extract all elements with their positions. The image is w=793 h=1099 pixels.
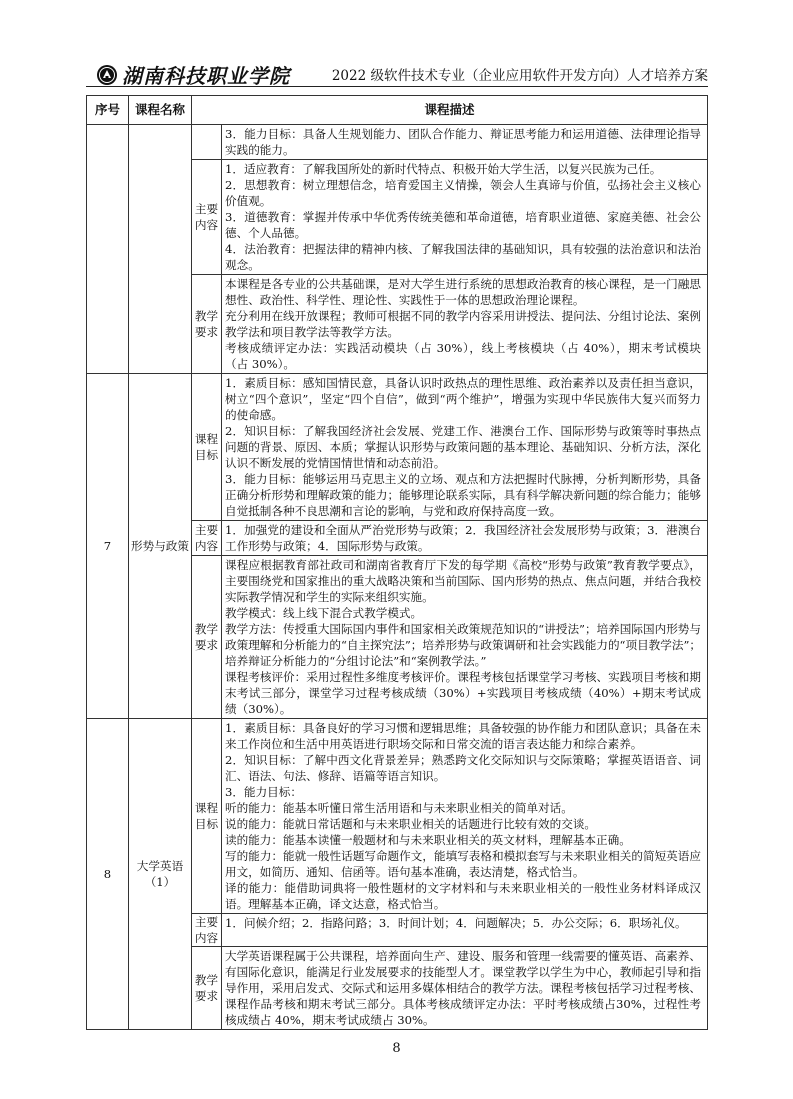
page-number: 8 — [392, 1041, 401, 1056]
section-content — [222, 275, 708, 374]
content-line: 3．道德教育：掌握并传承中华优秀传统美德和革命道德，培育职业道德、家庭美德、社会公德、个人品德。 — [225, 210, 701, 240]
section-content — [222, 719, 708, 914]
course-name — [129, 125, 192, 374]
header-course-description: 课程描述 — [192, 96, 708, 125]
section-label: 主要内容 — [192, 160, 222, 275]
course-table — [86, 95, 708, 1030]
section-label: 教学要求 — [192, 275, 222, 374]
content-line: 1．适应教育：了解我国所处的新时代特点、积极开始大学生活，以复兴民族为己任。 — [225, 162, 662, 176]
content-line: 本课程是各专业的公共基础课，是对大学生进行系统的思想政治教育的核心课程，是一门融思想性、政治性、科学性、理论性、实践性于一体的思想政治理论课程。 — [225, 277, 701, 307]
content-line: 课程考核评价：采用过程性多维度考核评价。课程考核包括课堂学习考核、实践项目考核和期末考试三部分，课堂学习过程考核成绩（30%）+实践项目考核成绩（40%）+期末考试成绩（30%）。 — [225, 670, 701, 716]
content-line: 说的能力：能就日常话题和与未来职业相关的话题进行比较有效的交谈。 — [225, 817, 597, 831]
content-line: 充分利用在线开放课程；教师可根据不同的教学内容采用讲授法、提问法、分组讨论法、案例教学法和项目教学法等教学方法。 — [225, 309, 701, 339]
section-label: 课程目标 — [192, 374, 222, 521]
course-name: 大学英语（1） — [129, 719, 192, 1030]
table-row — [87, 125, 708, 160]
table-row — [87, 374, 708, 521]
table-row — [87, 719, 708, 914]
content-line: 教学模式：线上线下混合式教学模式。 — [225, 606, 423, 620]
content-line: 3．能力目标：具备人生规划能力、团队合作能力、辩证思考能力和运用道德、法律理论指导实践的能力。 — [225, 127, 701, 157]
header-number: 序号 — [87, 96, 129, 125]
header-divider — [86, 86, 708, 87]
section-label — [192, 125, 222, 160]
school-name-calligraphy: 湖南科技职业学院 — [122, 64, 290, 88]
content-line: 3．能力目标：能够运用马克思主义的立场、观点和方法把握时代脉搏，分析判断形势，具备正确分析形势和理解政策的能力；能够理论联系实际，具有科学解决新问题的综合能力；能够自觉抵制各种不良思潮和言论的影响，与党和政府保持高度一致。 — [225, 472, 701, 518]
content-line: 教学方法：传授重大国际国内事件和国家相关政策规范知识的“讲授法”；培养国际国内形势与政策理解和分析能力的“自主探究法”；培养形势与政策调研和社会实践能力的“项目教学法”；培养辩证分析能力的“分组讨论法”和“案例教学法。” — [225, 622, 701, 668]
content-line: 3．能力目标： — [225, 785, 302, 799]
content-line: 读的能力：能基本读懂一般题材和与未来职业相关的英文材料，理解基本正确。 — [225, 833, 631, 847]
content-line: 1．加强党的建设和全面从严治党形势与政策；2．我国经济社会发展形势与政策；3．港澳台工作形势与政策；4．国际形势与政策。 — [225, 523, 701, 553]
content-line: 2．知识目标：了解我国经济社会发展、党建工作、港澳台工作、国际形势与政策等时事热点问题的背景、原因、本质；掌握认识形势与政策问题的基本理论、基础知识、分析方法，深化认识不断发展的党情国情世情和动态前沿。 — [225, 424, 701, 470]
content-line: 课程应根据教育部社政司和湖南省教育厅下发的每学期《高校“形势与政策”教育教学要点》，主要围绕党和国家推出的重大战略决策和当前国际、国内形势的热点、焦点问题，并结合我校实际教学情况和学生的实际来组织实施。 — [225, 558, 701, 604]
content-line: 2．知识目标：了解中西文化背景差异；熟悉跨文化交际知识与交际策略；掌握英语语音、词汇、语法、句法、修辞、语篇等语言知识。 — [225, 753, 701, 783]
content-line: 1．素质目标：具备良好的学习习惯和逻辑思维；具备较强的协作能力和团队意识；具备在未来工作岗位和生活中用英语进行职场交际和日常交流的语言表达能力和综合素养。 — [225, 721, 701, 751]
section-content — [222, 947, 708, 1030]
section-content — [222, 914, 708, 947]
content-line: 译的能力：能借助词典将一般性题材的文字材料和与未来职业相关的一般性业务材料译成汉语。理解基本正确，译文达意，格式恰当。 — [225, 881, 701, 911]
section-label: 教学要求 — [192, 947, 222, 1030]
section-content — [222, 125, 708, 160]
course-number — [87, 125, 129, 374]
content-line: 考核成绩评定办法：实践活动模块（占 30%），线上考核模块（占 40%），期末考试模块（占 30%）。 — [225, 341, 701, 371]
course-number: 7 — [87, 374, 129, 719]
course-name: 形势与政策 — [129, 374, 192, 719]
section-label: 主要内容 — [192, 521, 222, 556]
section-label: 课程目标 — [192, 719, 222, 914]
content-line: 听的能力：能基本听懂日常生活用语和与未来职业相关的简单对话。 — [225, 801, 573, 815]
section-label: 主要内容 — [192, 914, 222, 947]
section-content — [222, 374, 708, 521]
table-header-row — [87, 96, 708, 125]
header-course-name: 课程名称 — [129, 96, 192, 125]
section-content — [222, 160, 708, 275]
section-label: 教学要求 — [192, 556, 222, 719]
content-line: 写的能力：能就一般性话题写命题作文，能填写表格和模拟套写与未来职业相关的简短英语应用文，如简历、通知、信函等。语句基本准确，表达清楚，格式恰当。 — [225, 849, 701, 879]
section-content — [222, 521, 708, 556]
page-header — [86, 48, 708, 86]
content-line: 2．思想教育：树立理想信念，培育爱国主义情操，领会人生真谛与价值，弘扬社会主义核心价值观。 — [225, 178, 701, 208]
content-line: 1．问候介绍；2．指路问路；3．时间计划；4．问题解决；5．办公交际；6．职场礼仪。 — [225, 916, 687, 930]
content-line: 1．素质目标：感知国情民意，具备认识时政热点的理性思维、政治素养以及责任担当意识，树立“四个意识”，坚定“四个自信”，做到“两个维护”，增强为实现中华民族伟大复兴而努力的使命感。 — [225, 376, 701, 422]
school-logo — [96, 60, 290, 89]
school-seal-icon — [96, 64, 118, 86]
content-line: 大学英语课程属于公共课程，培养面向生产、建设、服务和管理一线需要的懂英语、高素养、有国际化意识，能满足行业发展要求的技能型人才。课堂教学以学生为中心，教师起引导和指导作用，采用启发式、交际式和运用多媒体相结合的教学方法。课程考核包括学习过程考核、课程作品考核和期末考试三部分。具体考核成绩评定办法：平时考核成绩占30%，过程性考核成绩占 40%，期末考试成绩占 30%。 — [225, 949, 701, 1027]
content-line: 4．法治教育：把握法律的精神内核、了解我国法律的基础知识，具有较强的法治意识和法治观念。 — [225, 242, 701, 272]
section-content — [222, 556, 708, 719]
document-title: 2022 级软件技术专业（企业应用软件开发方向）人才培养方案 — [331, 68, 708, 84]
course-number: 8 — [87, 719, 129, 1030]
